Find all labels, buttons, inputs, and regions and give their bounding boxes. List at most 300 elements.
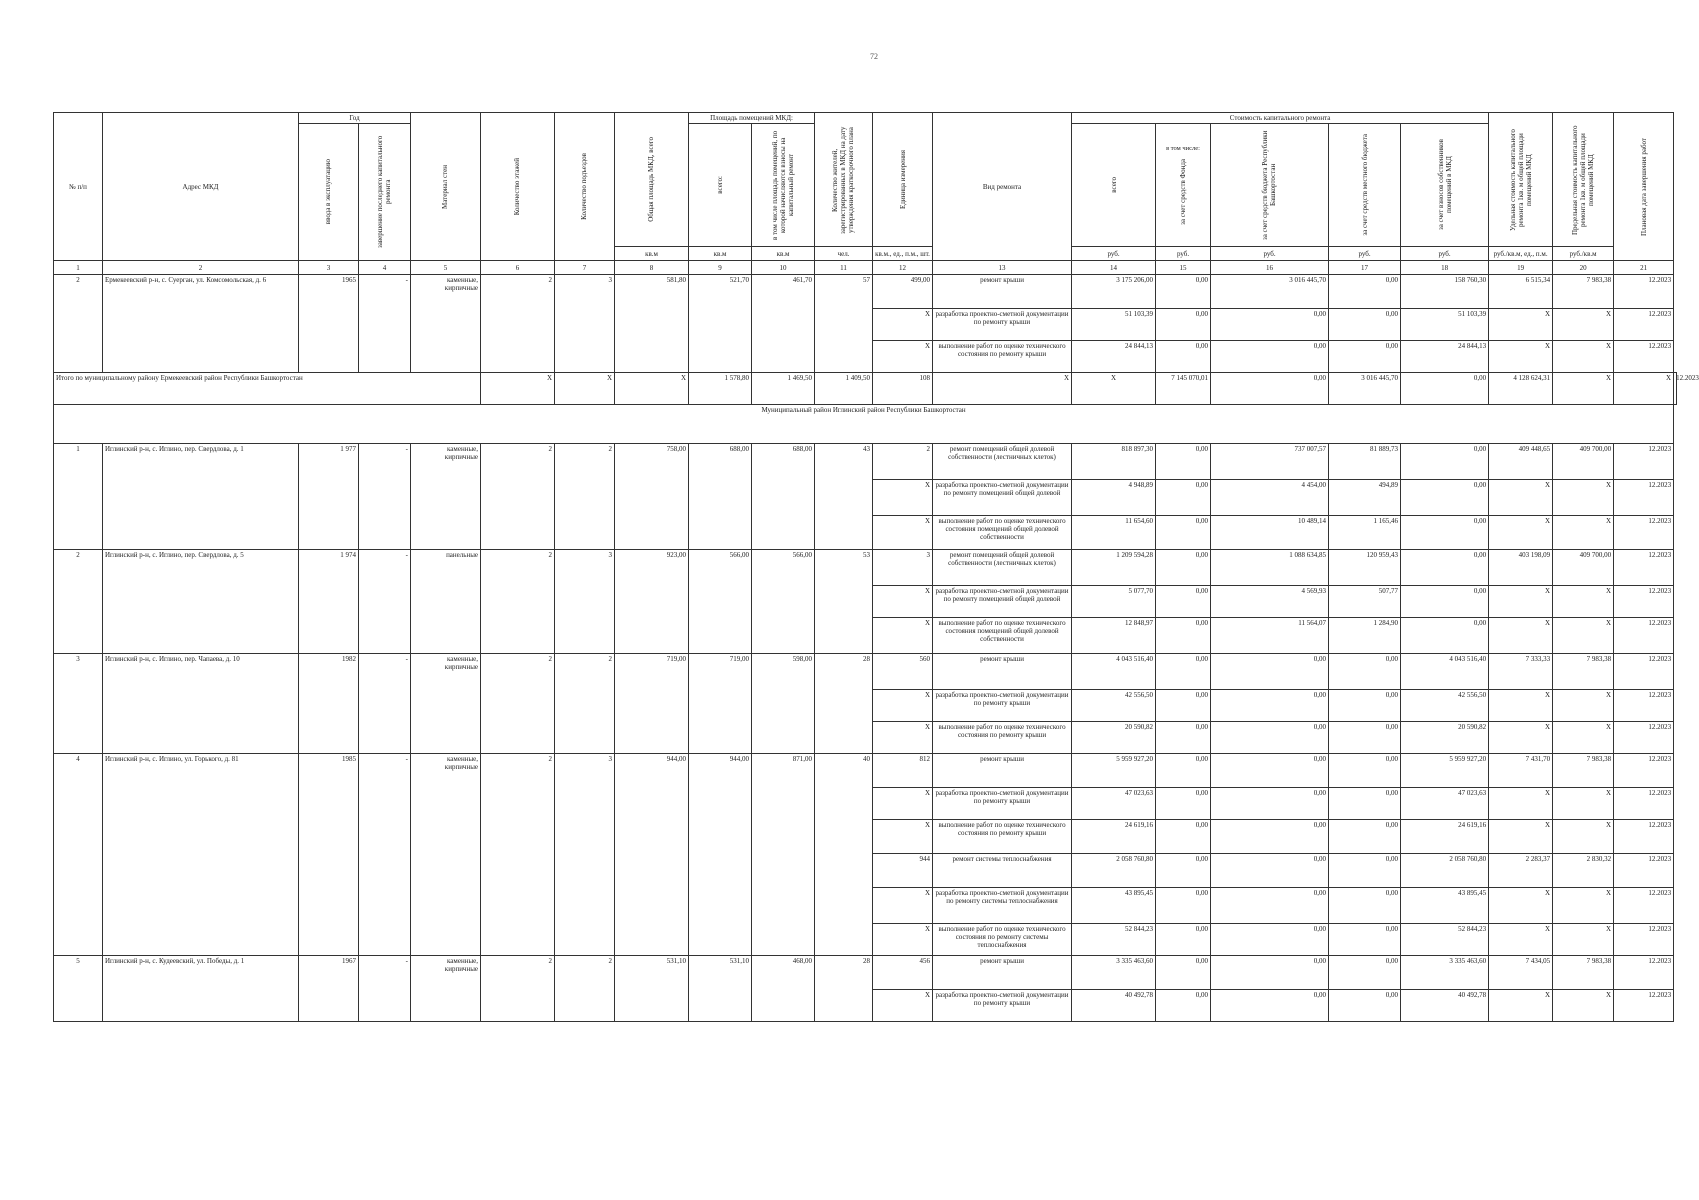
cell-d: 12.2023 — [1614, 341, 1674, 373]
cell-o: 0,00 — [1401, 586, 1489, 618]
cell-uc: X — [1489, 690, 1553, 722]
cell-lb: 81 889,73 — [1329, 444, 1401, 480]
column-number: 15 — [1156, 261, 1211, 275]
cell-f: 0,00 — [1156, 550, 1211, 586]
cell-t: 20 590,82 — [1072, 722, 1156, 754]
total-row — [54, 373, 1677, 405]
cell-t: 818 897,30 — [1072, 444, 1156, 480]
cell-c: 461,70 — [752, 275, 815, 373]
cell-o: 51 103,39 — [1401, 309, 1489, 341]
cell-lb: 1 284,90 — [1329, 618, 1401, 654]
cell-lb: 1 165,46 — [1329, 516, 1401, 550]
header-residents: Количество жителей, зарегистрированных в МКД на дату утверждения краткосрочного плана — [815, 113, 873, 247]
cell-t: 2 058 760,80 — [1072, 854, 1156, 888]
cell-rb: 0,00 — [1211, 854, 1329, 888]
cell-u: 2 — [873, 444, 933, 480]
cell-f: 0,00 — [1156, 654, 1211, 690]
header-year-group: Год — [299, 113, 411, 124]
cell-u: 944 — [873, 854, 933, 888]
cell-rb: 1 088 634,85 — [1211, 550, 1329, 586]
cell-wall: каменные, кирпичные — [411, 275, 481, 373]
unit-measure: кв.м., ед., п.м., шт. — [873, 247, 933, 261]
cell-d: 12.2023 — [1614, 654, 1674, 690]
cell-n: 2 — [54, 275, 103, 373]
cell-o: 40 492,78 — [1401, 990, 1489, 1022]
cell-o: 0,00 — [1401, 618, 1489, 654]
unit-area-all: кв.м — [689, 247, 752, 261]
cell-w: разработка проектно-сметной документации по ремонту крыши — [933, 690, 1072, 722]
header-year-repair: завершение последнего капитального ремонта — [359, 124, 411, 261]
cell-d: 12.2023 — [1614, 550, 1674, 586]
cell-f: 0,00 — [1211, 373, 1329, 405]
unit-rub-local: руб. — [1329, 247, 1401, 261]
cell-uc: 7 333,33 — [1489, 654, 1553, 690]
header-wall: Материал стен — [411, 113, 481, 261]
header-cost-owners: за счет взносов собственников помещений в МКД — [1401, 124, 1489, 247]
cell-rb: 0,00 — [1211, 309, 1329, 341]
cell-d: 12.2023 — [1614, 956, 1674, 990]
cell-u: X — [873, 722, 933, 754]
cell-lb: 0,00 — [1329, 924, 1401, 956]
cell-mc: X — [1553, 990, 1614, 1022]
cell-rb: 0,00 — [1211, 722, 1329, 754]
cell-c: 566,00 — [752, 550, 815, 654]
cell-mc: X — [1553, 586, 1614, 618]
column-number: 19 — [1489, 261, 1553, 275]
cell-p: 28 — [815, 956, 873, 1022]
cell-uc: 2 283,37 — [1489, 854, 1553, 888]
cell-uc: X — [1489, 516, 1553, 550]
cell-uc: X — [1489, 888, 1553, 924]
cell-d: 12.2023 — [1614, 788, 1674, 820]
cell-f: 0,00 — [1156, 820, 1211, 854]
house-row — [54, 550, 1677, 586]
cell-c: 598,00 — [752, 654, 815, 754]
cell-ent: 2 — [555, 444, 615, 550]
cell-uc: X — [1553, 373, 1614, 405]
cell-uc: 409 448,65 — [1489, 444, 1553, 480]
column-number: 12 — [873, 261, 933, 275]
cell-addr: Иглинский р-н, с. Кудеевский, ул. Победы, д. 1 — [103, 956, 299, 1022]
cell-t: 3 175 206,00 — [1072, 275, 1156, 309]
cell-a: 719,00 — [615, 654, 689, 754]
cell-mc: 409 700,00 — [1553, 550, 1614, 586]
cell-uc: 403 198,09 — [1489, 550, 1553, 586]
cell-d: 12.2023 — [1614, 516, 1674, 550]
cell-d: 12.2023 — [1614, 690, 1674, 722]
column-number: 2 — [103, 261, 299, 275]
cell-a: 581,80 — [615, 275, 689, 373]
cell-b: 688,00 — [689, 444, 752, 550]
cell-t: 4 948,89 — [1072, 480, 1156, 516]
header-plan-date: Плановая дата завершения работ — [1614, 113, 1674, 261]
cell-u: X — [873, 888, 933, 924]
cell-a: 758,00 — [615, 444, 689, 550]
cell-t: 3 335 463,60 — [1072, 956, 1156, 990]
cell-t: 11 654,60 — [1072, 516, 1156, 550]
cell-w: ремонт системы теплоснабжения — [933, 854, 1072, 888]
cell-u: 812 — [873, 754, 933, 788]
cell-addr: Иглинский р-н, с. Иглино, пер. Свердлова, д. 5 — [103, 550, 299, 654]
cell-rb: 0,00 — [1211, 990, 1329, 1022]
column-number: 10 — [752, 261, 815, 275]
cell-mc: X — [1553, 924, 1614, 956]
cell-f: 0,00 — [1156, 341, 1211, 373]
cell-w: выполнение работ по оценке технического состояния помещений общей долевой собственности — [933, 618, 1072, 654]
cell-uc: X — [1489, 309, 1553, 341]
cell-y1: 1 977 — [299, 444, 359, 550]
cell-d: 12.2023 — [1614, 722, 1674, 754]
cell-rb: 0,00 — [1211, 788, 1329, 820]
cell-lb: 494,89 — [1329, 480, 1401, 516]
cell-c: 688,00 — [752, 444, 815, 550]
cell-lb: 0,00 — [1329, 956, 1401, 990]
house-row — [54, 956, 1677, 990]
cell-y1: 1967 — [299, 956, 359, 1022]
cell-b: 1 469,50 — [752, 373, 815, 405]
cell-t: 24 619,16 — [1072, 820, 1156, 854]
cell-t: 5 959 927,20 — [1072, 754, 1156, 788]
cell-n: 1 — [54, 444, 103, 550]
cell-uc: 6 515,34 — [1489, 275, 1553, 309]
cell-rb: 0,00 — [1211, 690, 1329, 722]
cell-rb: 0,00 — [1211, 956, 1329, 990]
column-number: 17 — [1329, 261, 1401, 275]
cell-d: 12.2023 — [1614, 618, 1674, 654]
cell-d: 12.2023 — [1614, 444, 1674, 480]
column-number: 9 — [689, 261, 752, 275]
column-number: 4 — [359, 261, 411, 275]
cell-addr: Иглинский р-н, с. Иглино, пер. Чапаева, д. 10 — [103, 654, 299, 754]
unit-per-sqm: руб./кв.м — [1553, 247, 1614, 261]
cell-t: 51 103,39 — [1072, 309, 1156, 341]
cell-w: выполнение работ по оценке технического состояния по ремонту крыши — [933, 820, 1072, 854]
column-number: 6 — [481, 261, 555, 275]
cell-t: 5 077,70 — [1072, 586, 1156, 618]
column-number: 7 — [555, 261, 615, 275]
cell-p: 108 — [873, 373, 933, 405]
cell-x1: X — [481, 373, 555, 405]
cell-mc: X — [1614, 373, 1674, 405]
cell-f: 0,00 — [1156, 888, 1211, 924]
cell-o: 2 058 760,80 — [1401, 854, 1489, 888]
cell-o: 42 556,50 — [1401, 690, 1489, 722]
cell-rb: 0,00 — [1211, 820, 1329, 854]
cell-w: разработка проектно-сметной документации по ремонту системы теплоснабжения — [933, 888, 1072, 924]
cell-a: 923,00 — [615, 550, 689, 654]
cell-f: 0,00 — [1156, 444, 1211, 480]
cell-o: 158 760,30 — [1401, 275, 1489, 309]
cell-o: 47 023,63 — [1401, 788, 1489, 820]
cell-uc: X — [1489, 788, 1553, 820]
cell-rb: 0,00 — [1211, 754, 1329, 788]
cell-uc: X — [1489, 820, 1553, 854]
cell-mc: 7 983,38 — [1553, 275, 1614, 309]
cell-u: X — [873, 690, 933, 722]
cell-uc: X — [1489, 722, 1553, 754]
cell-w: разработка проектно-сметной документации по ремонту крыши — [933, 309, 1072, 341]
cell-f: 0,00 — [1156, 586, 1211, 618]
cell-lb: 0,00 — [1329, 788, 1401, 820]
cell-lb: 120 959,43 — [1329, 550, 1401, 586]
cell-n: 2 — [54, 550, 103, 654]
unit-people: чел. — [815, 247, 873, 261]
header-year-entry: ввода в эксплуатацию — [299, 124, 359, 261]
cell-p: 57 — [815, 275, 873, 373]
cell-u: X — [873, 820, 933, 854]
page-number: 72 — [870, 52, 878, 61]
cell-o: 3 335 463,60 — [1401, 956, 1489, 990]
house-row — [54, 654, 1677, 690]
cell-o: 5 959 927,20 — [1401, 754, 1489, 788]
cell-n: 4 — [54, 754, 103, 956]
cell-u: X — [873, 618, 933, 654]
cell-wall: каменные, кирпичные — [411, 654, 481, 754]
cell-t: 24 844,13 — [1072, 341, 1156, 373]
cell-ent: 3 — [555, 754, 615, 956]
unit-area: кв.м — [615, 247, 689, 261]
cell-u: X — [873, 516, 933, 550]
cell-f: 0,00 — [1156, 309, 1211, 341]
cell-o: 4 043 516,40 — [1401, 654, 1489, 690]
column-number: 21 — [1614, 261, 1674, 275]
cell-w: разработка проектно-сметной документации по ремонту крыши — [933, 990, 1072, 1022]
column-number: 11 — [815, 261, 873, 275]
cell-t: 47 023,63 — [1072, 788, 1156, 820]
cell-rb: 11 564,07 — [1211, 618, 1329, 654]
cell-mc: X — [1553, 690, 1614, 722]
cell-w: ремонт крыши — [933, 956, 1072, 990]
cell-f: 0,00 — [1156, 754, 1211, 788]
cell-ent: 2 — [555, 956, 615, 1022]
cell-uc: X — [1489, 618, 1553, 654]
cell-mc: 7 983,38 — [1553, 654, 1614, 690]
unit-per-measure: руб./кв.м, ед., п.м. — [1489, 247, 1553, 261]
cell-ent: 3 — [555, 275, 615, 373]
cell-f: 0,00 — [1156, 788, 1211, 820]
unit-rub-total: руб. — [1072, 247, 1156, 261]
cell-w: выполнение работ по оценке технического состояния по ремонту крыши — [933, 341, 1072, 373]
header-premises-all: всего: — [689, 124, 752, 247]
cell-o: 0,00 — [1401, 480, 1489, 516]
house-row — [54, 754, 1677, 788]
header-floors: Количество этажей — [481, 113, 555, 261]
unit-rub-fund: руб. — [1156, 247, 1211, 261]
cell-u: 499,00 — [873, 275, 933, 309]
cell-lb: 0,00 — [1329, 722, 1401, 754]
cell-mc: X — [1553, 480, 1614, 516]
cell-uc: 7 431,70 — [1489, 754, 1553, 788]
cell-f: 0,00 — [1156, 854, 1211, 888]
cell-d: 12.2023 — [1614, 275, 1674, 309]
cell-o: 43 895,45 — [1401, 888, 1489, 924]
section-row — [54, 405, 1677, 444]
unit-rub-republic: руб. — [1211, 247, 1329, 261]
cell-t: 52 844,23 — [1072, 924, 1156, 956]
cell-rb: 0,00 — [1211, 341, 1329, 373]
cell-f: 0,00 — [1156, 990, 1211, 1022]
cell-a: 1 578,80 — [689, 373, 752, 405]
cell-d: 12.2023 — [1614, 924, 1674, 956]
cell-lb: 0,00 — [1329, 888, 1401, 924]
cell-y1: 1985 — [299, 754, 359, 956]
column-number: 14 — [1072, 261, 1156, 275]
cell-w: ремонт крыши — [933, 654, 1072, 690]
header-unit-cost: Удельная стоимость капитального ремонта 1кв. м общей площади помещений МКД — [1489, 113, 1553, 247]
cell-mc: X — [1553, 888, 1614, 924]
cell-d: 12.2023 — [1614, 480, 1674, 516]
cell-a: 531,10 — [615, 956, 689, 1022]
cell-c: 871,00 — [752, 754, 815, 956]
cell-t: 42 556,50 — [1072, 690, 1156, 722]
header-cost-fund: в том числе: за счет средств Фонда — [1156, 124, 1211, 247]
cell-u: X — [873, 788, 933, 820]
cell-o: 0,00 — [1401, 516, 1489, 550]
cell-b: 531,10 — [689, 956, 752, 1022]
capital-repair-table — [53, 112, 1699, 1022]
cell-lb: 0,00 — [1329, 341, 1401, 373]
column-numbers-row — [54, 261, 1677, 275]
cell-mc: 2 830,32 — [1553, 854, 1614, 888]
cell-c: 468,00 — [752, 956, 815, 1022]
header-entrances: Количество подъездов — [555, 113, 615, 261]
cell-rb: 4 569,93 — [1211, 586, 1329, 618]
cell-f: 0,00 — [1156, 480, 1211, 516]
cell-rb: 737 007,57 — [1211, 444, 1329, 480]
cell-u: 3 — [873, 550, 933, 586]
cell-w: ремонт помещений общей долевой собственности (лестничных клеток) — [933, 550, 1072, 586]
cell-lb: 0,00 — [1329, 275, 1401, 309]
cell-y2: - — [359, 550, 411, 654]
cell-n: 3 — [54, 654, 103, 754]
cell-y2: - — [359, 754, 411, 956]
cell-d: 12.2023 — [1614, 309, 1674, 341]
cell-d: 12.2023 — [1614, 586, 1674, 618]
cell-f: 0,00 — [1156, 516, 1211, 550]
cell-p: 53 — [815, 550, 873, 654]
cell-u: X — [873, 586, 933, 618]
cell-f: 0,00 — [1156, 618, 1211, 654]
cell-rb: 3 016 445,70 — [1329, 373, 1401, 405]
cell-t: 4 043 516,40 — [1072, 654, 1156, 690]
cell-fl: 2 — [481, 550, 555, 654]
cell-t: 1 209 594,28 — [1072, 550, 1156, 586]
cell-lb: 0,00 — [1329, 990, 1401, 1022]
cell-fl: 2 — [481, 444, 555, 550]
cell-u: X — [873, 309, 933, 341]
cell-d: 12.2023 — [1614, 888, 1674, 924]
cell-lb: 0,00 — [1401, 373, 1489, 405]
cell-b: 566,00 — [689, 550, 752, 654]
cell-rb: 10 489,14 — [1211, 516, 1329, 550]
cell-f: 0,00 — [1156, 690, 1211, 722]
cell-o: 24 619,16 — [1401, 820, 1489, 854]
cell-p: 43 — [815, 444, 873, 550]
cell-lb: 0,00 — [1329, 820, 1401, 854]
cell-o: 24 844,13 — [1401, 341, 1489, 373]
column-number: 16 — [1211, 261, 1329, 275]
header-num: № п/п — [54, 113, 103, 261]
cell-y2: - — [359, 654, 411, 754]
header-cost-total: всего — [1072, 124, 1156, 247]
cell-uc: X — [1489, 586, 1553, 618]
cell-u: X — [873, 341, 933, 373]
cell-uc: X — [1489, 924, 1553, 956]
house-row — [54, 275, 1677, 309]
cell-uc: X — [1489, 990, 1553, 1022]
header-cost-republic: за счет средств бюджета Республики Башкортостан — [1211, 124, 1329, 247]
cell-f: 0,00 — [1156, 275, 1211, 309]
cell-o: 52 844,23 — [1401, 924, 1489, 956]
cell-mc: X — [1553, 722, 1614, 754]
cell-d: 12.2023 — [1614, 990, 1674, 1022]
cell-b: 719,00 — [689, 654, 752, 754]
cell-a: 944,00 — [615, 754, 689, 956]
unit-area-paying: кв.м — [752, 247, 815, 261]
cell-rb: 0,00 — [1211, 654, 1329, 690]
cell-w: разработка проектно-сметной документации по ремонту помещений общей долевой — [933, 480, 1072, 516]
cell-lb: 0,00 — [1329, 309, 1401, 341]
cell-mc: X — [1553, 788, 1614, 820]
cell-lb: 0,00 — [1329, 854, 1401, 888]
cell-fl: 2 — [481, 654, 555, 754]
cell-mc: X — [1553, 309, 1614, 341]
cell-wall: каменные, кирпичные — [411, 754, 481, 956]
column-number: 18 — [1401, 261, 1489, 275]
cell-x3: X — [615, 373, 689, 405]
header-area-total: Общая площадь МКД, всего — [615, 113, 689, 247]
cell-d: 12.2023 — [1614, 820, 1674, 854]
cell-u: X — [933, 373, 1072, 405]
cell-y1: 1 974 — [299, 550, 359, 654]
cell-wall: каменные, кирпичные — [411, 956, 481, 1022]
cell-o: 4 128 624,31 — [1489, 373, 1553, 405]
cell-ent: 3 — [555, 550, 615, 654]
cell-mc: 409 700,00 — [1553, 444, 1614, 480]
cell-o: 20 590,82 — [1401, 722, 1489, 754]
cell-u: X — [873, 924, 933, 956]
cell-t: 43 895,45 — [1072, 888, 1156, 924]
header-address: Адрес МКД — [103, 113, 299, 261]
cell-y2: - — [359, 444, 411, 550]
house-row — [54, 444, 1677, 480]
cell-lb: 0,00 — [1329, 754, 1401, 788]
cell-rb: 4 454,00 — [1211, 480, 1329, 516]
cell-ent: 2 — [555, 654, 615, 754]
column-number: 8 — [615, 261, 689, 275]
cell-u: 560 — [873, 654, 933, 690]
header-cost-group: Стоимость капитального ремонта — [1072, 113, 1489, 124]
cell-x2: X — [555, 373, 615, 405]
cell-t: 7 145 070,01 — [1156, 373, 1211, 405]
cell-w: ремонт крыши — [933, 275, 1072, 309]
cell-lb: 0,00 — [1329, 690, 1401, 722]
cell-c: 1 409,50 — [815, 373, 873, 405]
cell-y2: - — [359, 956, 411, 1022]
cell-lb: 0,00 — [1329, 654, 1401, 690]
cell-fl: 2 — [481, 275, 555, 373]
cell-w: выполнение работ по оценке технического состояния по ремонту системы теплоснабжения — [933, 924, 1072, 956]
cell-addr: Иглинский р-н, с. Иглино, ул. Горького, д. 81 — [103, 754, 299, 956]
header-cost-local: за счет средств местного бюджета — [1329, 124, 1401, 247]
cell-w: разработка проектно-сметной документации по ремонту крыши — [933, 788, 1072, 820]
column-number: 1 — [54, 261, 103, 275]
cell-w: ремонт помещений общей долевой собственности (лестничных клеток) — [933, 444, 1072, 480]
cell-o: 0,00 — [1401, 444, 1489, 480]
cell-uc: X — [1489, 341, 1553, 373]
cell-y1: 1982 — [299, 654, 359, 754]
column-number: 13 — [933, 261, 1072, 275]
